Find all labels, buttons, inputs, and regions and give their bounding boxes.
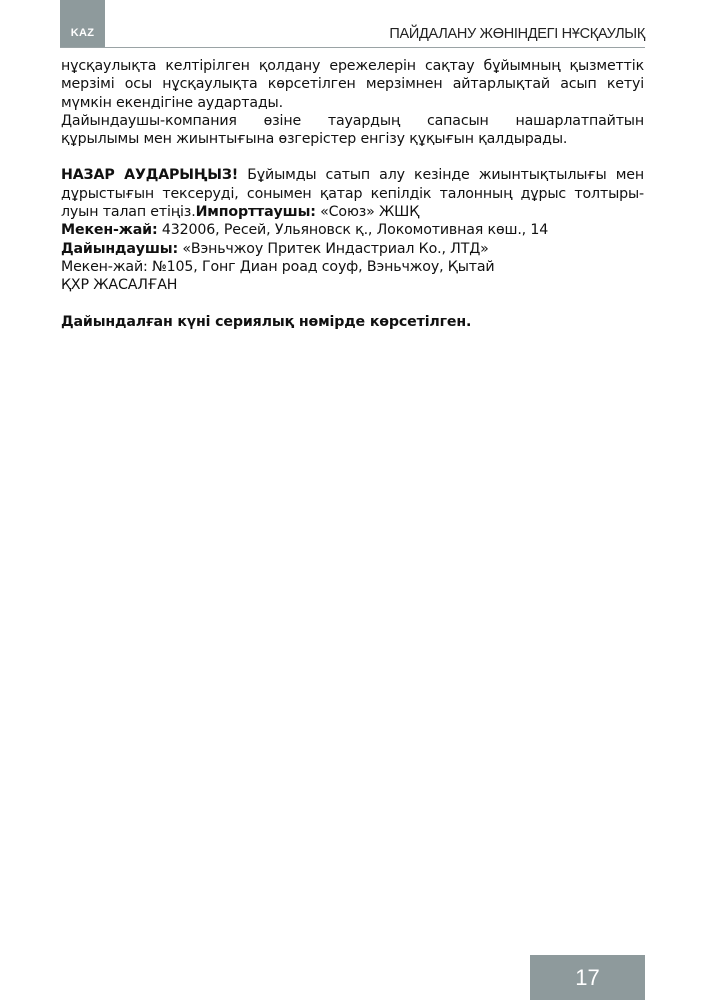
text-line: мүмкін екендігіне аудартады. [61, 94, 283, 111]
document-title: ПАЙДАЛАНУ ЖӨНІНДЕГІ НҰСҚАУЛЫҚ [389, 26, 645, 42]
made-in: ҚХР ЖАСАЛҒАН [61, 277, 178, 294]
text-line: дұрыстығын тексеруді, сонымен қатар кепілдік талонның дұрыс толтыры- [61, 185, 644, 202]
notice-text: Бұйымды сатып алу кезінде жиынтықтылығы мен [238, 167, 644, 184]
manufacturer-address: Мекен-жай: №105, Гонг Диан роад соуф, Вэньчжоу, Қытай [61, 258, 495, 275]
language-tab: KAZ [60, 0, 105, 47]
page-number: 17 [530, 955, 645, 1000]
text-line [61, 221, 644, 239]
notice-label: НАЗАР АУДАРЫҢЫЗ! [61, 167, 239, 184]
importer-address-label: Мекен-жай: [61, 222, 158, 239]
text-line [61, 240, 644, 258]
text-line: құрылымы мен жиынтығына өзгерістер енгізу құқығын қалдырады. [61, 131, 568, 148]
notice-text: луын талап етіңіз. [61, 204, 196, 221]
text-line: Дайындаушы-компания өзіне тауардың сапасын нашарлатпайтын [61, 112, 644, 129]
manufacture-date-note [61, 313, 644, 331]
manufacturer-value: «Вэньчжоу Притек Индастриал Ко., ЛТД» [177, 240, 489, 257]
notice-block [61, 166, 644, 294]
text-line [61, 166, 644, 184]
date-note-text: Дайындалған күні сериялық нөмірде көрсетілген. [61, 313, 472, 330]
paragraph-manufacturer-rights [61, 112, 644, 149]
text-line: мерзімі осы нұсқаулықта көрсетілген мерзімнен айтарлықтай асып кетуі [61, 76, 644, 93]
text-line: нұсқаулықта келтірілген қолдану ережелерін сақтау бұйымның қызметтік [61, 58, 644, 74]
paragraph-lifetime [61, 57, 644, 112]
text-line [61, 203, 644, 221]
importer-address-value: 432006, Ресей, Ульяновск қ., Локомотивная көш., 14 [157, 222, 549, 239]
importer-label: Импорттаушы: [195, 204, 316, 221]
manufacturer-label: Дайындаушы: [61, 240, 178, 257]
importer-value: «Союз» ЖШҚ [315, 204, 420, 221]
page-content [61, 57, 644, 331]
header-divider [60, 47, 645, 48]
